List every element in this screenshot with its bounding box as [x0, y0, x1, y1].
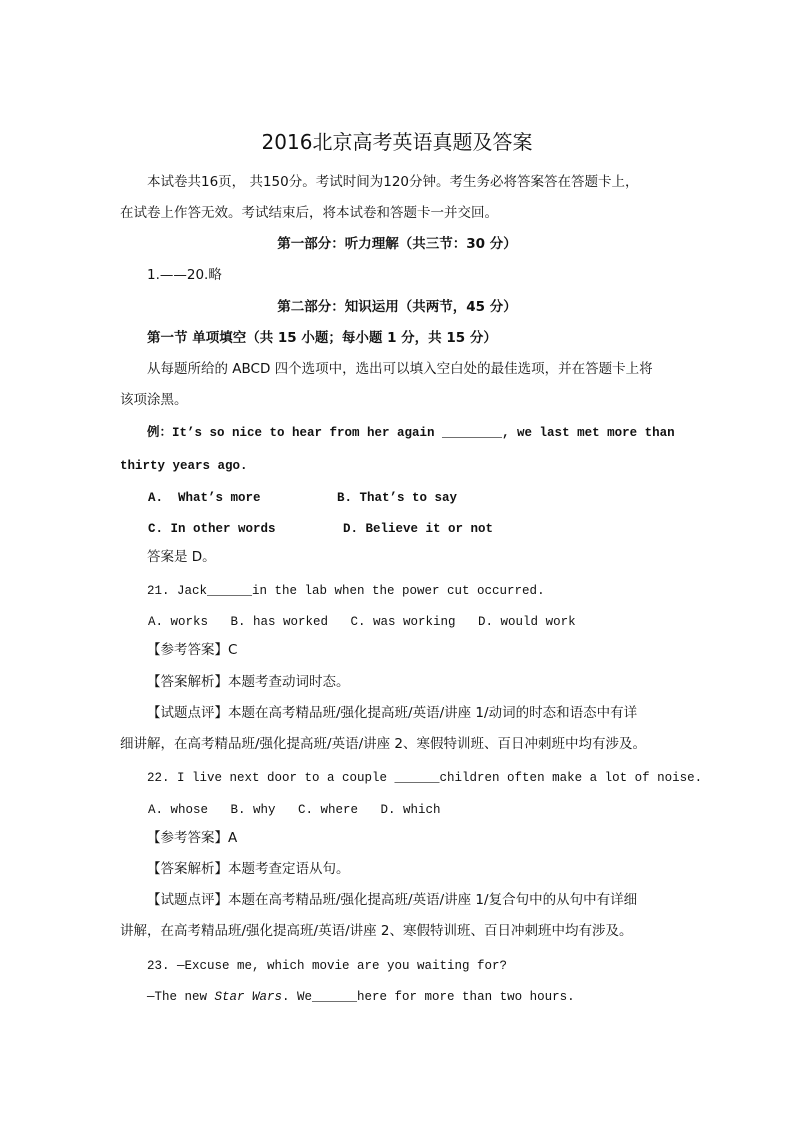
- example-line-1: 例：It’s so nice to hear from her again ________, we last met more than: [147, 426, 675, 440]
- instruction-line-1: 从每题所给的 ABCD 四个选项中，选出可以填入空白处的最佳选项，并在答题卡上将: [147, 361, 653, 377]
- part2-heading: 第二部分：知识运用（共两节，45 分）: [277, 299, 517, 315]
- intro-line-2: 在试卷上作答无效。考试结束后，将本试卷和答题卡一并交回。: [120, 205, 498, 221]
- example-option-b: B. That’s to say: [337, 491, 458, 505]
- intro-line-1: 本试卷共16页， 共150分。考试时间为120分钟。考生务必将答案答在答题卡上，: [147, 174, 639, 190]
- part1-note: 1.——20.略: [147, 267, 222, 283]
- q22-comment-line-2: 讲解，在高考精品班/强化提高班/英语/讲座 2、寒假特训班、百日冲刺班中均有涉及。: [120, 923, 633, 939]
- q23-line-2: [147, 988, 575, 1006]
- q22-options: A. whose B. why C. where D. which: [148, 803, 441, 817]
- q21-options: A. works B. has worked C. was working D. would work: [148, 615, 576, 629]
- q23-line-2-prefix: —The new: [147, 990, 215, 1004]
- q21-comment-line-2: 细讲解，在高考精品班/强化提高班/英语/讲座 2、寒假特训班、百日冲刺班中均有涉及。: [120, 736, 647, 752]
- part1-heading: 第一部分：听力理解（共三节：30 分）: [277, 236, 517, 252]
- example-line-2: thirty years ago.: [120, 459, 248, 473]
- example-option-c: C. In other words: [148, 522, 276, 536]
- q23-line-1: 23. —Excuse me, which movie are you waiting for?: [147, 959, 508, 973]
- page-title: 2016北京高考英语真题及答案: [261, 130, 533, 154]
- example-option-d: D. Believe it or not: [343, 522, 494, 536]
- instruction-line-2: 该项涂黑。: [120, 392, 188, 408]
- q22-answer: 【参考答案】A: [147, 830, 238, 846]
- q23-movie-title: Star Wars: [214, 990, 283, 1004]
- q22-analysis: 【答案解析】本题考查定语从句。: [147, 861, 350, 877]
- q22-comment-line-1: 【试题点评】本题在高考精品班/强化提高班/英语/讲座 1/复合句中的从句中有详细: [147, 892, 638, 908]
- q22-stem: 22. I live next door to a couple ______children often make a lot of noise.: [147, 771, 703, 785]
- q23-line-2-suffix: . We______here for more than two hours.: [282, 990, 575, 1004]
- q21-answer: 【参考答案】C: [147, 642, 238, 658]
- q21-comment-line-1: 【试题点评】本题在高考精品班/强化提高班/英语/讲座 1/动词的时态和语态中有详: [147, 705, 638, 721]
- q21-stem: 21. Jack______in the lab when the power cut occurred.: [147, 584, 545, 598]
- example-answer: 答案是 D。: [147, 549, 216, 565]
- q21-analysis: 【答案解析】本题考查动词时态。: [147, 674, 350, 690]
- example-option-a: A. What’s more: [148, 491, 261, 505]
- section1-heading: 第一节 单项填空（共 15 小题；每小题 1 分，共 15 分）: [147, 330, 497, 346]
